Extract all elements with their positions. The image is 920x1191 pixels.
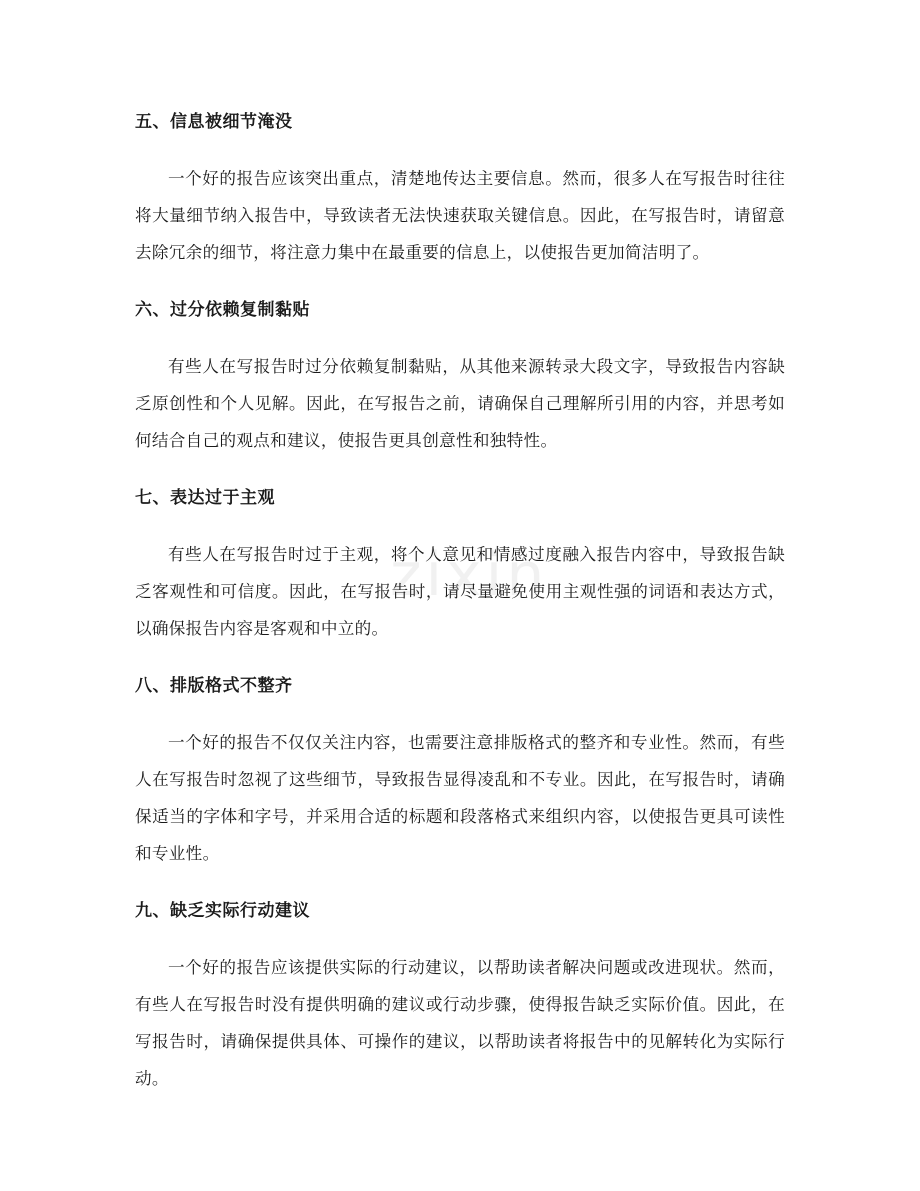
section-heading: 九、缺乏实际行动建议	[135, 901, 310, 921]
document-body	[135, 104, 785, 1118]
section-paragraph: 一个好的报告应该突出重点，清楚地传达主要信息。然而，很多人在写报告时往往将大量细节纳入报告中，导致读者无法快速获取关键信息。因此，在写报告时，请留意去除冗余的细节，将注意力集中在最重要的信息上，以使报告更加简洁明了。	[135, 169, 785, 262]
section-paragraph: 一个好的报告不仅仅关注内容，也需要注意排版格式的整齐和专业性。然而，有些人在写报告时忽视了这些细节，导致报告显得凌乱和不专业。因此，在写报告时，请确保适当的字体和字号，并采用合适的标题和段落格式来组织内容，以使报告更具可读性和专业性。	[135, 733, 785, 863]
watermark: zixin	[390, 540, 549, 610]
section-8	[135, 668, 785, 872]
section-6	[135, 292, 785, 459]
section-paragraph: 一个好的报告应该提供实际的行动建议，以帮助读者解决问题或改进现状。然而，有些人在写报告时没有提供明确的建议或行动步骤，使得报告缺乏实际价值。因此，在写报告时，请确保提供具体、可操作的建议，以帮助读者将报告中的见解转化为实际行动。	[135, 958, 785, 1088]
section-7	[135, 480, 785, 647]
section-heading: 五、信息被细节淹没	[135, 112, 293, 132]
section-5	[135, 104, 785, 271]
section-9	[135, 893, 785, 1097]
section-heading: 八、排版格式不整齐	[135, 676, 293, 696]
section-paragraph: 有些人在写报告时过分依赖复制黏贴，从其他来源转录大段文字，导致报告内容缺乏原创性和个人见解。因此，在写报告之前，请确保自己理解所引用的内容，并思考如何结合自己的观点和建议，使报告更具创意性和独特性。	[135, 357, 785, 450]
section-heading: 六、过分依赖复制黏贴	[135, 300, 310, 320]
section-heading: 七、表达过于主观	[135, 488, 275, 508]
section-paragraph: 有些人在写报告时过于主观，将个人意见和情感过度融入报告内容中，导致报告缺乏客观性和可信度。因此，在写报告时，请尽量避免使用主观性强的词语和表达方式，以确保报告内容是客观和中立的。	[135, 545, 785, 638]
